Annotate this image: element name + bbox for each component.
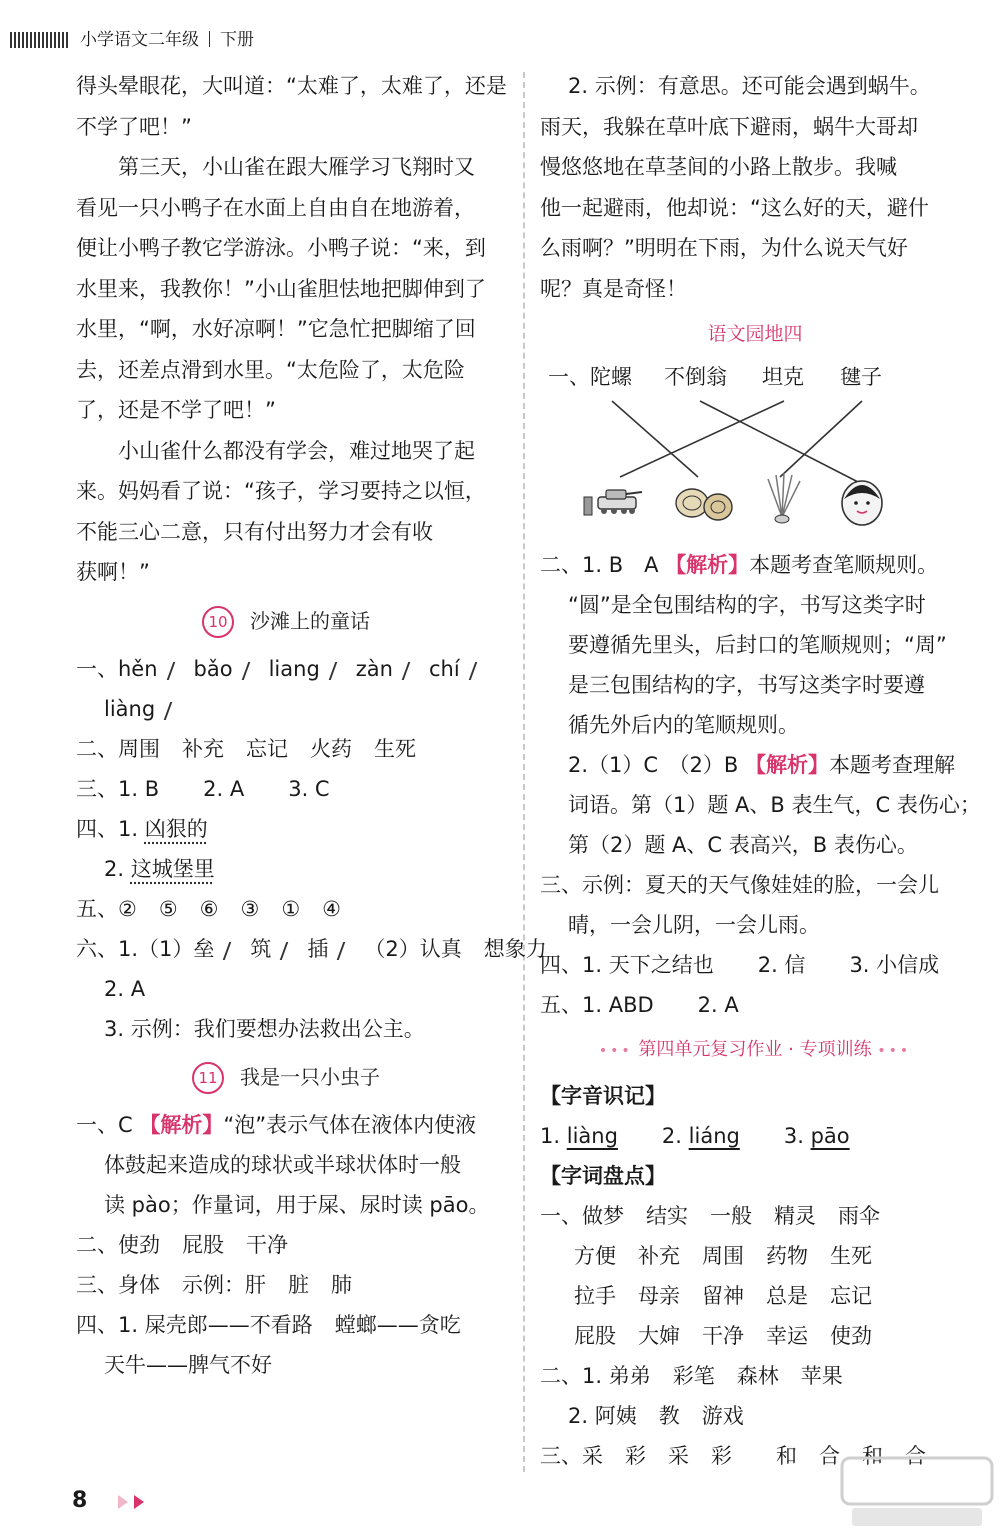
match-word-tuoluo: 陀螺 xyxy=(590,365,632,389)
unit-review-heading: 第四单元复习作业 · 专项训练 xyxy=(638,1039,872,1060)
example-line: 雨天，我躲在草叶底下避雨，蜗牛大哥却 xyxy=(540,114,918,139)
pinyin-answer: liàng xyxy=(566,1124,618,1148)
double-arrow-icon xyxy=(116,1493,160,1511)
column-divider xyxy=(523,72,525,1472)
answer-word: 三、身体 xyxy=(76,1272,160,1297)
answer-word: 干净 xyxy=(702,1324,744,1348)
answer-char: 三、采 xyxy=(540,1444,603,1468)
book-title: 小学语文二年级 xyxy=(80,30,199,50)
answer-char: 合 xyxy=(819,1444,840,1468)
answer-row-1b xyxy=(76,689,496,729)
answer-row-4 xyxy=(76,1305,496,1345)
story-line: 便让小鸭子教它学游泳。小鸭子说：“来，到 xyxy=(76,236,486,260)
check-mark-icon xyxy=(231,662,250,680)
zi-ci-row xyxy=(540,1236,970,1276)
answer-word: 方便 xyxy=(574,1244,616,1268)
answer-word: 游戏 xyxy=(701,1404,744,1428)
pinyin-answer: liang xyxy=(268,656,320,681)
answer-row-2 xyxy=(76,1225,496,1265)
answer-row-5 xyxy=(76,889,496,929)
answer-char: 彩 xyxy=(625,1444,646,1468)
answer-word: 补充 xyxy=(182,736,224,761)
answer-item: 3. C xyxy=(288,776,330,801)
example-line: 么雨啊？”明明在下雨，为什么说天气好 xyxy=(540,236,908,260)
right-column xyxy=(540,66,981,1476)
answer-item: 2.（1）C （2）B xyxy=(568,753,746,777)
item-number: 2. xyxy=(661,1124,682,1148)
answer-char: 垒 xyxy=(193,936,215,961)
example-line: 呢？真是奇怪！ xyxy=(540,276,687,301)
answer-row-5 xyxy=(540,985,970,1025)
analysis-line: 第（2）题 A、C 表高兴，B 表伤心。 xyxy=(568,833,918,857)
answer-word: 想象力 xyxy=(483,936,547,961)
answer-row-4b xyxy=(76,849,496,889)
answer-item: 2. A xyxy=(203,776,245,801)
answer-row-3 xyxy=(76,1265,496,1305)
answer-char: 和 xyxy=(776,1444,797,1468)
answer-row-4 xyxy=(540,945,970,985)
answer-item: 一、C xyxy=(76,1112,140,1137)
answer-row-6b: 2. A xyxy=(104,976,146,1001)
analysis-line: 循先外后内的笔顺规则。 xyxy=(568,713,799,737)
answer-word: 苹果 xyxy=(800,1364,843,1388)
pinyin-answer: hěn xyxy=(118,656,158,681)
answer-row-2 xyxy=(540,545,970,585)
dotted-answer: 凶狠的 xyxy=(144,816,208,841)
unit-review-answers xyxy=(540,1076,970,1476)
story-line: 看见一只小鸭子在水面上自由自在地游着， xyxy=(76,195,475,220)
answer-item: 2. 信 xyxy=(757,953,806,977)
answer-item: 3. 小信成 xyxy=(849,953,940,977)
pinyin-answer: chí xyxy=(428,656,460,681)
story-line: 水里来，我教你！”小山雀胆怯地把脚伸到了 xyxy=(76,276,486,301)
question-label: 2. xyxy=(104,856,125,881)
pinyin-answer: zàn xyxy=(355,656,393,681)
answer-row-6c: 3. 示例：我们要想办法救出公主。 xyxy=(104,1016,425,1041)
lesson-title: 沙滩上的童话 xyxy=(250,608,370,633)
answer-row-3: 三、示例：夏天的天气像娃娃的脸，一会儿 xyxy=(540,873,939,897)
answer-word: 生死 xyxy=(830,1244,872,1268)
tumbler-doll-icon xyxy=(842,481,882,525)
lesson-11-heading xyxy=(76,1057,496,1097)
question-label: 四、1. xyxy=(76,816,139,841)
answer-char: 采 xyxy=(668,1444,689,1468)
answer-word: 雨伞 xyxy=(838,1204,880,1228)
check-mark-icon xyxy=(270,942,289,960)
answer-item: ③ xyxy=(240,896,260,921)
answer-word: 二、周围 xyxy=(76,736,160,761)
analysis-text: 本题考查笔顺规则。 xyxy=(749,553,939,577)
answer-word: 一、做梦 xyxy=(540,1204,624,1228)
answer-row-1 xyxy=(76,649,496,689)
answer-pair: 螳螂——贪吃 xyxy=(334,1312,461,1337)
example-answer xyxy=(540,66,970,309)
answer-word: 森林 xyxy=(736,1364,779,1388)
answer-item: ① xyxy=(281,896,301,921)
answer-item: ⑤ xyxy=(158,896,178,921)
match-word-tanke: 坦克 xyxy=(762,365,804,389)
answer-word: 干净 xyxy=(246,1232,288,1257)
answer-word: 二、1. 弟弟 xyxy=(540,1364,651,1388)
item-number: 1. xyxy=(540,1124,561,1148)
answer-word: 补充 xyxy=(638,1244,680,1268)
check-mark-icon xyxy=(319,662,338,680)
answer-item: ④ xyxy=(322,896,341,921)
answer-word: 总是 xyxy=(766,1284,808,1308)
story-line: 获啊！” xyxy=(76,560,150,584)
answer-word: 忘记 xyxy=(246,736,288,761)
analysis-tag: 【解析】 xyxy=(139,1112,224,1137)
zi-ci-heading: 【字词盘点】 xyxy=(540,1164,666,1188)
barcode-decoration xyxy=(10,32,70,48)
answer-item: 四、1. 天下之结也 xyxy=(540,953,714,977)
answer-word: 药物 xyxy=(766,1244,808,1268)
match-line xyxy=(612,401,698,477)
er-row xyxy=(540,1396,970,1436)
item-number: 3. xyxy=(783,1124,804,1148)
answer-word: （2）认真 xyxy=(364,936,462,961)
check-mark-icon xyxy=(458,662,477,680)
yuwen-yuandi-title: 语文园地四 xyxy=(707,323,803,345)
answer-row-2b xyxy=(540,745,970,785)
analysis-text: 本题考查理解 xyxy=(829,753,956,777)
lesson-number-badge: 11 xyxy=(192,1062,224,1094)
header-separator xyxy=(209,31,210,47)
story-line: 来。妈妈看了说：“孩子，学习要持之以恒， xyxy=(76,479,486,503)
analysis-text: “泡”表示气体在液体内使液 xyxy=(223,1112,477,1137)
matching-exercise xyxy=(540,359,970,545)
zi-ci-row xyxy=(540,1316,970,1356)
story-line: 得头晕眼花，大叫道：“太难了，太难了，还是 xyxy=(76,74,507,98)
lesson-11-answers xyxy=(76,1105,496,1385)
answer-char: 和 xyxy=(862,1444,883,1468)
analysis-tag: 【解析】 xyxy=(665,553,750,577)
watermark-logo-icon xyxy=(838,1452,998,1532)
yuwen-yuandi-answers xyxy=(540,545,981,1025)
story-line: 不能三心二意，只有付出努力才会有收 xyxy=(76,519,433,544)
check-mark-icon xyxy=(392,662,411,680)
zi-ci-row xyxy=(540,1196,970,1236)
dotted-answer: 这城堡里 xyxy=(130,856,215,881)
answer-word: 教 xyxy=(658,1404,680,1428)
book-volume: 下册 xyxy=(220,30,254,50)
answer-word: 屁股 xyxy=(574,1324,616,1348)
match-label: 一、 xyxy=(548,365,590,389)
story-line: 了，还是不学了吧！” xyxy=(76,398,276,422)
lesson-number-badge: 10 xyxy=(202,606,234,638)
answer-item: 2. A xyxy=(697,993,739,1017)
match-line xyxy=(700,401,860,483)
spinning-top-icon xyxy=(676,489,732,520)
story-line: 第三天，小山雀在跟大雁学习飞翔时又 xyxy=(118,155,475,179)
check-mark-icon xyxy=(213,942,232,960)
zi-ci-row xyxy=(540,1276,970,1316)
dots-decoration: ••• xyxy=(598,1043,633,1059)
answer-item: 五、1. ABD xyxy=(540,993,654,1017)
story-line: 水里，“啊，水好凉啊！”它急忙把脚缩了回 xyxy=(76,317,476,341)
dots-decoration: ••• xyxy=(877,1043,912,1059)
shuttlecock-icon xyxy=(768,473,800,523)
story-text xyxy=(76,66,507,593)
header-title-row xyxy=(80,28,254,52)
unit-review-title xyxy=(540,1031,970,1070)
answer-word: 屁股 xyxy=(182,1232,224,1257)
check-mark-icon xyxy=(156,662,175,680)
pinyin-answer: liáng xyxy=(688,1124,740,1148)
answer-row-4b: 天牛——脾气不好 xyxy=(104,1352,272,1377)
answer-word: 母亲 xyxy=(638,1284,680,1308)
lesson-title: 我是一只小虫子 xyxy=(240,1064,380,1089)
answer-row-6 xyxy=(76,929,547,969)
page-header xyxy=(10,28,1000,54)
pinyin-answer: liàng xyxy=(104,696,156,721)
match-word-budaoweng: 不倒翁 xyxy=(664,365,727,389)
answer-char: 彩 xyxy=(711,1444,732,1468)
example-line: 慢悠悠地在草茎间的小路上散步。我喊 xyxy=(540,155,897,179)
answer-item: 五、② xyxy=(76,896,137,921)
answer-char: 合 xyxy=(905,1444,926,1468)
answer-word: 结实 xyxy=(646,1204,688,1228)
answer-row-2 xyxy=(76,729,496,769)
question-label: 一、 xyxy=(76,656,118,681)
answer-word: 彩笔 xyxy=(672,1364,715,1388)
zi-yin-row xyxy=(540,1116,970,1156)
analysis-tag: 【解析】 xyxy=(745,753,830,777)
match-word-jianzi: 毽子 xyxy=(840,365,882,389)
analysis-line: 读 pào；作量词，用于屎、尿时读 pāo。 xyxy=(104,1192,490,1217)
match-line xyxy=(780,401,862,477)
answer-word: 精灵 xyxy=(774,1204,816,1228)
answer-row-3 xyxy=(76,769,496,809)
match-line xyxy=(620,401,784,477)
left-column xyxy=(76,66,547,1385)
analysis-line: 体鼓起来造成的球状或半球状体时一般 xyxy=(104,1152,461,1177)
lesson-10-answers xyxy=(76,649,547,1049)
example-line: 他一起避雨，他却说：“这么好的天，避什 xyxy=(540,195,929,220)
answer-row-1 xyxy=(76,1105,496,1145)
answer-word: 脏 xyxy=(288,1272,309,1297)
analysis-line: “圆”是全包围结构的字，书写这类字时 xyxy=(568,593,926,617)
answer-word: 忘记 xyxy=(830,1284,872,1308)
story-line: 小山雀什么都没有学会，难过地哭了起 xyxy=(118,438,475,463)
tank-toy-icon xyxy=(584,490,642,515)
answer-word: 幸运 xyxy=(766,1324,808,1348)
zi-yin-heading: 【字音识记】 xyxy=(540,1084,666,1108)
analysis-line: 要遵循先里头，后封口的笔顺规则；“周” xyxy=(568,633,947,657)
page-number: 8 xyxy=(72,1488,88,1513)
answer-row-3b: 晴，一会儿阴，一会儿雨。 xyxy=(568,913,820,937)
answer-word: 二、使劲 xyxy=(76,1232,160,1257)
answer-item: 二、1. B A xyxy=(540,553,666,577)
check-mark-icon xyxy=(154,702,173,720)
pinyin-answer: pāo xyxy=(810,1124,850,1148)
answer-item: 三、1. B xyxy=(76,776,160,801)
answer-item: ⑥ xyxy=(199,896,219,921)
answer-word: 2. 阿姨 xyxy=(568,1404,637,1428)
answer-word: 使劲 xyxy=(830,1324,872,1348)
answer-word: 大婶 xyxy=(638,1324,680,1348)
analysis-line: 词语。第（1）题 A、B 表生气，C 表伤心； xyxy=(568,793,981,817)
example-line: 2. 示例：有意思。还可能会遇到蜗牛。 xyxy=(568,74,931,98)
answer-word: 一般 xyxy=(710,1204,752,1228)
answer-char: 插 xyxy=(307,936,329,961)
answer-pair: 四、1. 屎壳郎——不看路 xyxy=(76,1312,313,1337)
answer-word: 火药 xyxy=(310,736,352,761)
answer-word: 留神 xyxy=(702,1284,744,1308)
answer-word: 示例：肝 xyxy=(182,1272,266,1297)
answer-word: 肺 xyxy=(331,1272,352,1297)
question-label: 六、1.（1） xyxy=(76,936,194,961)
answer-word: 生死 xyxy=(374,736,416,761)
analysis-line: 是三包围结构的字，书写这类字时要遵 xyxy=(568,673,925,697)
story-line: 不学了吧！” xyxy=(76,114,192,139)
answer-char: 筑 xyxy=(250,936,272,961)
er-row xyxy=(540,1356,970,1396)
story-line: 去，还差点滑到水里。“太危险了，太危险 xyxy=(76,357,465,382)
lesson-10-heading xyxy=(76,601,496,641)
match-lines-and-pictures xyxy=(540,359,970,545)
pinyin-answer: bǎo xyxy=(193,656,233,681)
answer-word: 周围 xyxy=(702,1244,744,1268)
answer-word: 拉手 xyxy=(574,1284,616,1308)
check-mark-icon xyxy=(327,942,346,960)
answer-row-4 xyxy=(76,809,496,849)
